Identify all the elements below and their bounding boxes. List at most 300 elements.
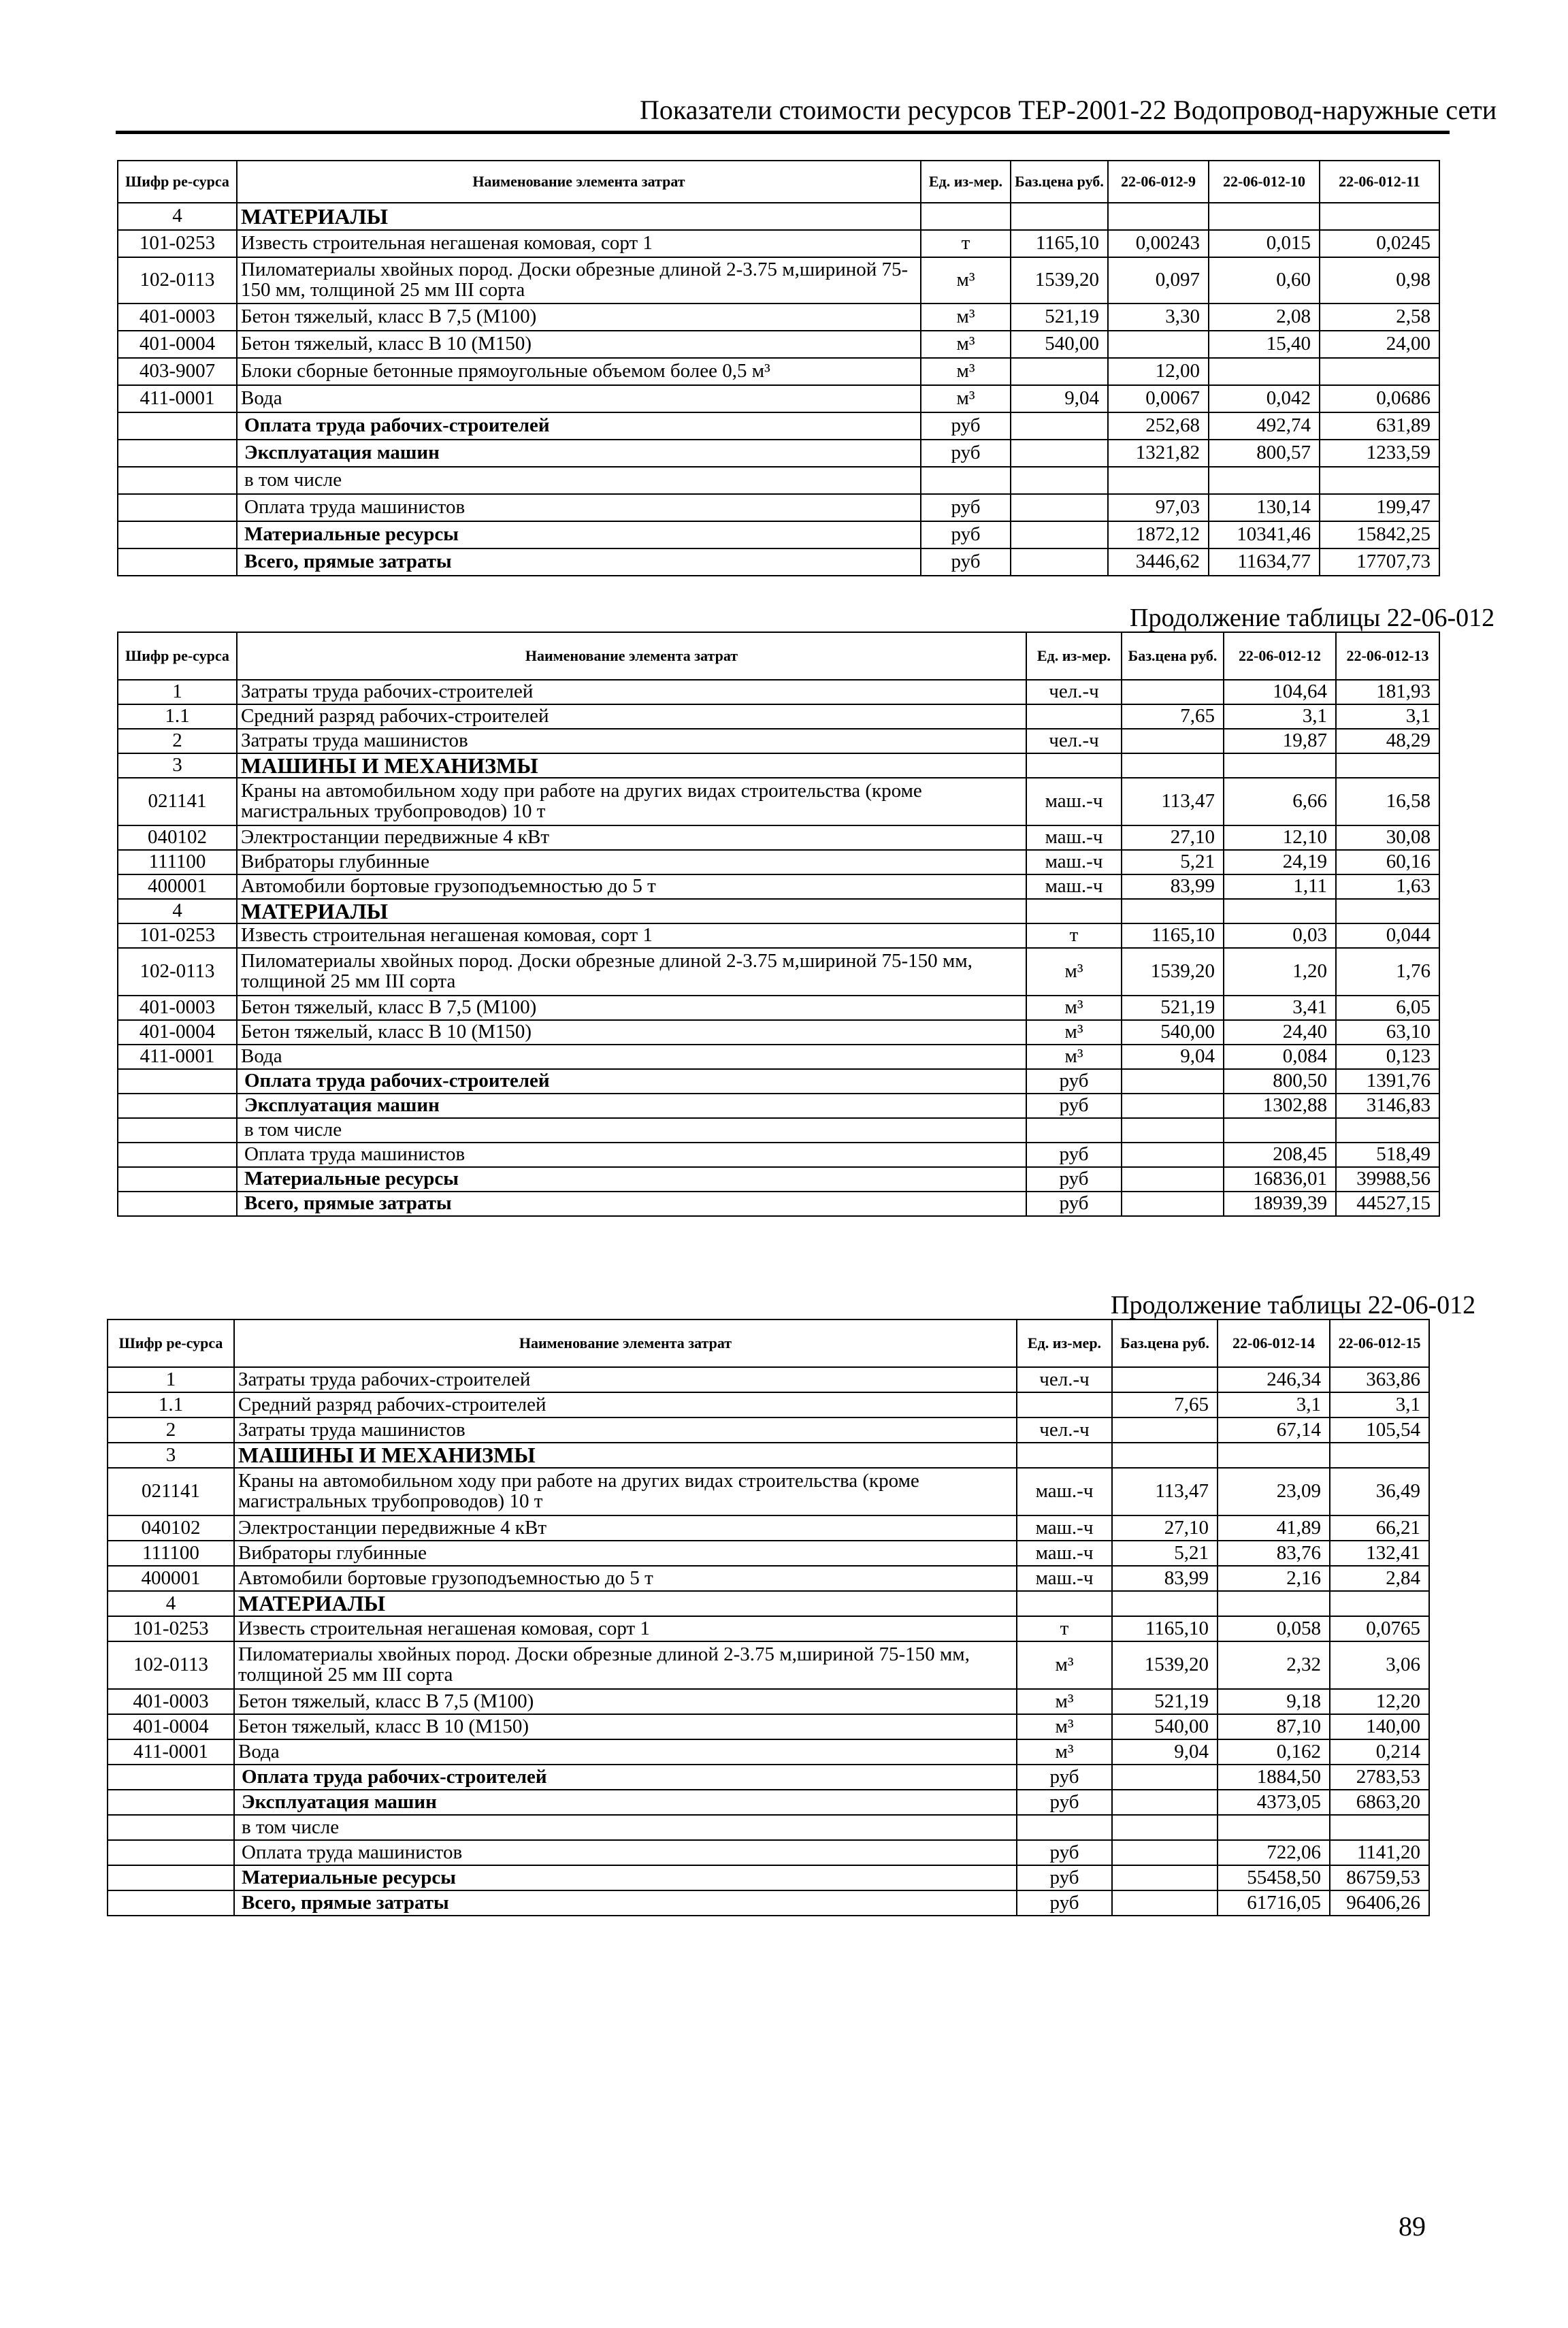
unit-cell: м³ [921,331,1011,358]
element-name-cell: Материальные ресурсы [237,1167,1026,1192]
unit-cell: руб [921,548,1011,576]
unit-cell: м³ [921,385,1011,412]
total-row [118,521,1439,548]
resource-code-cell: 411-0001 [108,1739,234,1765]
table-row [118,1020,1439,1045]
resource-code-cell: 021141 [118,778,237,825]
norm-value-cell: 97,03 [1108,494,1209,521]
table-row [108,1641,1429,1689]
norm-value-cell: 0,015 [1209,230,1320,257]
element-name-cell: Бетон тяжелый, класс В 7,5 (М100) [234,1689,1017,1714]
unit-cell [1026,704,1122,729]
norm-value-cell: 36,49 [1330,1468,1429,1515]
norm-value-cell: 2,08 [1209,304,1320,331]
resource-table-2 [117,632,1440,1217]
unit-cell: м³ [1026,1020,1122,1045]
continuation-label: Продолжение таблицы 22-06-012 [1111,1291,1476,1319]
total-row [108,1865,1429,1890]
table-row [118,230,1439,257]
element-name-cell: Затраты труда рабочих-строителей [234,1367,1017,1392]
col-header-code: Шифр ре-сурса [108,1319,234,1367]
norm-value-cell: 39988,56 [1336,1167,1439,1192]
unit-cell: маш.-ч [1017,1541,1112,1566]
base-price-cell: 9,04 [1011,385,1108,412]
element-name-cell: МАТЕРИАЛЫ [237,203,921,230]
col-header-unit: Ед. из-мер. [1017,1319,1112,1367]
col-header-unit: Ед. из-мер. [1026,632,1122,680]
total-row [118,1069,1439,1094]
element-name-cell: Всего, прямые затраты [237,1192,1026,1216]
base-price-cell [1112,1815,1218,1840]
norm-value-cell: 12,00 [1108,358,1209,385]
norm-value-cell [1320,358,1439,385]
resource-code-cell: 101-0253 [118,923,237,948]
norm-value-cell: 2,84 [1330,1566,1429,1591]
resource-code-cell: 4 [108,1591,234,1616]
base-price-cell [1112,1865,1218,1890]
norm-value-cell: 0,60 [1209,257,1320,304]
base-price-cell [1011,358,1108,385]
norm-value-cell: 492,74 [1209,412,1320,440]
norm-value-cell [1209,467,1320,494]
norm-value-cell: 0,162 [1218,1739,1330,1765]
base-price-cell: 1539,20 [1112,1641,1218,1689]
table-row [118,996,1439,1020]
norm-value-cell: 0,084 [1224,1045,1336,1069]
norm-value-cell: 3446,62 [1108,548,1209,576]
norm-value-cell: 66,21 [1330,1515,1429,1541]
base-price-cell: 83,99 [1112,1566,1218,1591]
norm-value-cell: 17707,73 [1320,548,1439,576]
element-name-cell: Автомобили бортовые грузоподъемностью до 5 т [234,1566,1017,1591]
resource-code-cell: 4 [118,899,237,923]
header-rule [116,131,1450,134]
resource-code-cell: 411-0001 [118,1045,237,1069]
unit-cell [1026,899,1122,923]
table-row [118,704,1439,729]
element-name-cell: МАТЕРИАЛЫ [237,899,1026,923]
unit-cell: м³ [1017,1714,1112,1739]
norm-value-cell: 0,214 [1330,1739,1429,1765]
norm-value-cell: 15,40 [1209,331,1320,358]
unit-cell: чел.-ч [1026,729,1122,753]
element-name-cell: Бетон тяжелый, класс В 10 (М150) [237,1020,1026,1045]
resource-code-cell [108,1790,234,1815]
norm-value-cell: 60,16 [1336,850,1439,874]
norm-value-cell: 105,54 [1330,1417,1429,1443]
col-header-norm: 22-06-012-12 [1224,632,1336,680]
unit-cell: м³ [921,358,1011,385]
base-price-cell: 7,65 [1122,704,1224,729]
norm-value-cell: 1233,59 [1320,440,1439,467]
norm-value-cell: 0,03 [1224,923,1336,948]
element-name-cell: Эксплуатация машин [237,1094,1026,1118]
table-row [118,680,1439,704]
norm-value-cell [1209,358,1320,385]
resource-code-cell [108,1865,234,1890]
base-price-cell [1011,467,1108,494]
table-row [118,304,1439,331]
norm-value-cell: 83,76 [1218,1541,1330,1566]
base-price-cell [1011,548,1108,576]
unit-cell: чел.-ч [1026,680,1122,704]
total-row [118,1118,1439,1143]
table-header-row [118,161,1439,203]
resource-code-cell [118,1192,237,1216]
norm-value-cell: 87,10 [1218,1714,1330,1739]
resource-code-cell: 3 [108,1443,234,1468]
norm-value-cell [1224,1118,1336,1143]
norm-value-cell: 9,18 [1218,1689,1330,1714]
continuation-label: Продолжение таблицы 22-06-012 [1130,604,1495,632]
norm-value-cell: 0,0245 [1320,230,1439,257]
norm-value-cell: 722,06 [1218,1840,1330,1865]
total-row [118,1167,1439,1192]
norm-value-cell: 63,10 [1336,1020,1439,1045]
element-name-cell: Затраты труда машинистов [237,729,1026,753]
table-row [118,729,1439,753]
element-name-cell: Электростанции передвижные 4 кВт [237,825,1026,850]
resource-code-cell: 040102 [118,825,237,850]
col-header-norm: 22-06-012-10 [1209,161,1320,203]
norm-value-cell: 1,63 [1336,874,1439,899]
norm-value-cell: 3,1 [1224,704,1336,729]
resource-code-cell: 401-0003 [108,1689,234,1714]
base-price-cell [1011,203,1108,230]
resource-code-cell: 101-0253 [118,230,237,257]
unit-cell: м³ [1026,996,1122,1020]
total-row [108,1840,1429,1865]
base-price-cell [1122,899,1224,923]
norm-value-cell [1224,753,1336,778]
element-name-cell: Средний разряд рабочих-строителей [234,1392,1017,1417]
total-row [108,1790,1429,1815]
element-name-cell: Вибраторы глубинные [237,850,1026,874]
norm-value-cell: 2,32 [1218,1641,1330,1689]
table-row [108,1566,1429,1591]
col-header-norm: 22-06-012-14 [1218,1319,1330,1367]
table-row [118,948,1439,996]
norm-value-cell: 252,68 [1108,412,1209,440]
unit-cell: т [1026,923,1122,948]
table-row [118,850,1439,874]
norm-value-cell: 0,097 [1108,257,1209,304]
table-row [118,874,1439,899]
element-name-cell: Материальные ресурсы [234,1865,1017,1890]
col-header-code: Шифр ре-сурса [118,161,237,203]
norm-value-cell [1336,753,1439,778]
base-price-cell: 7,65 [1112,1392,1218,1417]
unit-cell: м³ [921,257,1011,304]
norm-value-cell: 132,41 [1330,1541,1429,1566]
col-header-name: Наименование элемента затрат [237,632,1026,680]
norm-value-cell: 140,00 [1330,1714,1429,1739]
resource-code-cell [118,1094,237,1118]
base-price-cell: 521,19 [1112,1689,1218,1714]
base-price-cell [1011,440,1108,467]
table-row [118,385,1439,412]
col-header-norm: 22-06-012-13 [1336,632,1439,680]
unit-cell: маш.-ч [1017,1515,1112,1541]
resource-code-cell: 1 [118,680,237,704]
norm-value-cell: 48,29 [1336,729,1439,753]
element-name-cell: Затраты труда рабочих-строителей [237,680,1026,704]
norm-value-cell: 6,05 [1336,996,1439,1020]
unit-cell: руб [1017,1765,1112,1790]
resource-code-cell [108,1890,234,1916]
norm-value-cell [1320,203,1439,230]
resource-code-cell [108,1840,234,1865]
norm-value-cell: 23,09 [1218,1468,1330,1515]
section-row [108,1443,1429,1468]
norm-value-cell: 1,11 [1224,874,1336,899]
element-name-cell: Оплата труда машинистов [234,1840,1017,1865]
resource-code-cell: 401-0003 [118,996,237,1020]
element-name-cell: Вибраторы глубинные [234,1541,1017,1566]
element-name-cell: МАШИНЫ И МЕХАНИЗМЫ [237,753,1026,778]
resource-code-cell [118,1069,237,1094]
norm-value-cell: 11634,77 [1209,548,1320,576]
element-name-cell: Материальные ресурсы [237,521,921,548]
unit-cell: маш.-ч [1026,874,1122,899]
norm-value-cell: 1,20 [1224,948,1336,996]
norm-value-cell: 96406,26 [1330,1890,1429,1916]
resource-code-cell: 101-0253 [108,1616,234,1641]
base-price-cell [1122,1069,1224,1094]
table-row [108,1739,1429,1765]
norm-value-cell: 24,19 [1224,850,1336,874]
norm-value-cell: 1,76 [1336,948,1439,996]
base-price-cell [1112,1790,1218,1815]
element-name-cell: Известь строительная негашеная комовая, сорт 1 [234,1616,1017,1641]
base-price-cell: 540,00 [1122,1020,1224,1045]
norm-value-cell: 18939,39 [1224,1192,1336,1216]
norm-value-cell [1209,203,1320,230]
norm-value-cell: 6,66 [1224,778,1336,825]
norm-value-cell: 0,042 [1209,385,1320,412]
unit-cell: маш.-ч [1026,778,1122,825]
norm-value-cell: 181,93 [1336,680,1439,704]
table-row [118,1045,1439,1069]
total-row [118,412,1439,440]
norm-value-cell [1224,899,1336,923]
norm-value-cell [1330,1443,1429,1468]
norm-value-cell: 246,34 [1218,1367,1330,1392]
element-name-cell: в том числе [237,1118,1026,1143]
norm-value-cell [1330,1591,1429,1616]
total-row [118,1094,1439,1118]
total-row [108,1765,1429,1790]
unit-cell: маш.-ч [1017,1468,1112,1515]
element-name-cell: в том числе [234,1815,1017,1840]
element-name-cell: Затраты труда машинистов [234,1417,1017,1443]
section-row [118,203,1439,230]
base-price-cell: 5,21 [1112,1541,1218,1566]
element-name-cell: Эксплуатация машин [237,440,921,467]
table-row [118,923,1439,948]
unit-cell: чел.-ч [1017,1417,1112,1443]
base-price-cell [1122,729,1224,753]
base-price-cell [1122,753,1224,778]
norm-value-cell: 2,16 [1218,1566,1330,1591]
element-name-cell: Блоки сборные бетонные прямоугольные объемом более 0,5 м³ [237,358,921,385]
norm-value-cell [1336,1118,1439,1143]
base-price-cell: 113,47 [1112,1468,1218,1515]
base-price-cell [1122,1192,1224,1216]
norm-value-cell: 3,30 [1108,304,1209,331]
norm-value-cell: 3,1 [1336,704,1439,729]
norm-value-cell: 0,0765 [1330,1616,1429,1641]
unit-cell: м³ [1017,1641,1112,1689]
base-price-cell [1112,1840,1218,1865]
col-header-base-price: Баз.цена руб. [1122,632,1224,680]
unit-cell [1026,1118,1122,1143]
col-header-base-price: Баз.цена руб. [1011,161,1108,203]
resource-code-cell: 1.1 [118,704,237,729]
unit-cell: руб [1026,1143,1122,1167]
base-price-cell: 1165,10 [1112,1616,1218,1641]
norm-value-cell [1218,1443,1330,1468]
resource-table-1 [117,160,1440,576]
resource-code-cell [118,1118,237,1143]
norm-value-cell: 199,47 [1320,494,1439,521]
resource-code-cell [118,1143,237,1167]
element-name-cell: Вода [237,1045,1026,1069]
unit-cell [1017,1815,1112,1840]
total-row [118,494,1439,521]
page-number: 89 [1399,2211,1426,2242]
base-price-cell: 521,19 [1011,304,1108,331]
table-row [108,1515,1429,1541]
base-price-cell [1122,1167,1224,1192]
unit-cell: руб [921,494,1011,521]
norm-value-cell: 2,58 [1320,304,1439,331]
element-name-cell: Всего, прямые затраты [234,1890,1017,1916]
resource-code-cell: 102-0113 [118,948,237,996]
norm-value-cell: 10341,46 [1209,521,1320,548]
norm-value-cell: 3,1 [1218,1392,1330,1417]
unit-cell: маш.-ч [1026,825,1122,850]
unit-cell [1026,753,1122,778]
unit-cell: чел.-ч [1017,1367,1112,1392]
unit-cell [1017,1443,1112,1468]
unit-cell: м³ [1026,1045,1122,1069]
base-price-cell [1122,1143,1224,1167]
resource-code-cell [118,1167,237,1192]
base-price-cell: 83,99 [1122,874,1224,899]
table-header-row [108,1319,1429,1367]
table-row [118,778,1439,825]
unit-cell [1017,1392,1112,1417]
norm-value-cell: 30,08 [1336,825,1439,850]
norm-value-cell: 2783,53 [1330,1765,1429,1790]
element-name-cell: Оплата труда рабочих-строителей [237,412,921,440]
element-name-cell: Оплата труда рабочих-строителей [234,1765,1017,1790]
base-price-cell: 5,21 [1122,850,1224,874]
base-price-cell: 27,10 [1122,825,1224,850]
element-name-cell: Оплата труда рабочих-строителей [237,1069,1026,1094]
element-name-cell: Пиломатериалы хвойных пород. Доски обрезные длиной 2-3.75 м,шириной 75-150 мм, толщиной 25 мм III сорта [237,257,921,304]
element-name-cell: Бетон тяжелый, класс В 10 (М150) [237,331,921,358]
unit-cell: руб [1026,1069,1122,1094]
unit-cell: м³ [921,304,1011,331]
norm-value-cell: 1884,50 [1218,1765,1330,1790]
col-header-unit: Ед. из-мер. [921,161,1011,203]
base-price-cell: 113,47 [1122,778,1224,825]
element-name-cell: Бетон тяжелый, класс В 7,5 (М100) [237,304,921,331]
table-row [108,1417,1429,1443]
total-row [118,1143,1439,1167]
unit-cell: руб [921,521,1011,548]
section-row [118,753,1439,778]
table-row [118,257,1439,304]
unit-cell: руб [921,412,1011,440]
base-price-cell: 521,19 [1122,996,1224,1020]
base-price-cell [1122,1118,1224,1143]
unit-cell: т [921,230,1011,257]
norm-value-cell: 0,058 [1218,1616,1330,1641]
base-price-cell [1112,1591,1218,1616]
resource-table-3 [107,1319,1430,1916]
resource-code-cell: 411-0001 [118,385,237,412]
base-price-cell: 540,00 [1112,1714,1218,1739]
col-header-base-price: Баз.цена руб. [1112,1319,1218,1367]
base-price-cell [1112,1417,1218,1443]
resource-code-cell: 401-0004 [108,1714,234,1739]
norm-value-cell: 1302,88 [1224,1094,1336,1118]
base-price-cell [1122,680,1224,704]
element-name-cell: Автомобили бортовые грузоподъемностью до 5 т [237,874,1026,899]
unit-cell: м³ [1017,1739,1112,1765]
base-price-cell [1011,521,1108,548]
resource-code-cell [118,412,237,440]
element-name-cell: Известь строительная негашеная комовая, сорт 1 [237,923,1026,948]
element-name-cell: Оплата труда машинистов [237,494,921,521]
resource-code-cell: 1 [108,1367,234,1392]
col-header-code: Шифр ре-сурса [118,632,237,680]
table-row [118,358,1439,385]
norm-value-cell: 67,14 [1218,1417,1330,1443]
norm-value-cell [1108,467,1209,494]
resource-code-cell [108,1815,234,1840]
element-name-cell: МАТЕРИАЛЫ [234,1591,1017,1616]
norm-value-cell: 1321,82 [1108,440,1209,467]
norm-value-cell: 4373,05 [1218,1790,1330,1815]
norm-value-cell: 0,00243 [1108,230,1209,257]
element-name-cell: Оплата труда машинистов [237,1143,1026,1167]
norm-value-cell: 800,50 [1224,1069,1336,1094]
base-price-cell: 1165,10 [1122,923,1224,948]
norm-value-cell: 3,41 [1224,996,1336,1020]
col-header-norm: 22-06-012-15 [1330,1319,1429,1367]
norm-value-cell: 16,58 [1336,778,1439,825]
norm-value-cell: 0,98 [1320,257,1439,304]
unit-cell: руб [1017,1840,1112,1865]
element-name-cell: Пиломатериалы хвойных пород. Доски обрезные длиной 2-3.75 м,шириной 75-150 мм, толщиной 25 мм III сорта [234,1641,1017,1689]
norm-value-cell: 208,45 [1224,1143,1336,1167]
table-row [108,1689,1429,1714]
norm-value-cell: 104,64 [1224,680,1336,704]
table-row [108,1392,1429,1417]
unit-cell: руб [921,440,1011,467]
unit-cell: м³ [1017,1689,1112,1714]
norm-value-cell: 24,00 [1320,331,1439,358]
element-name-cell: Известь строительная негашеная комовая, сорт 1 [237,230,921,257]
element-name-cell: Средний разряд рабочих-строителей [237,704,1026,729]
element-name-cell: Эксплуатация машин [234,1790,1017,1815]
resource-code-cell [118,548,237,576]
resource-code-cell: 102-0113 [118,257,237,304]
